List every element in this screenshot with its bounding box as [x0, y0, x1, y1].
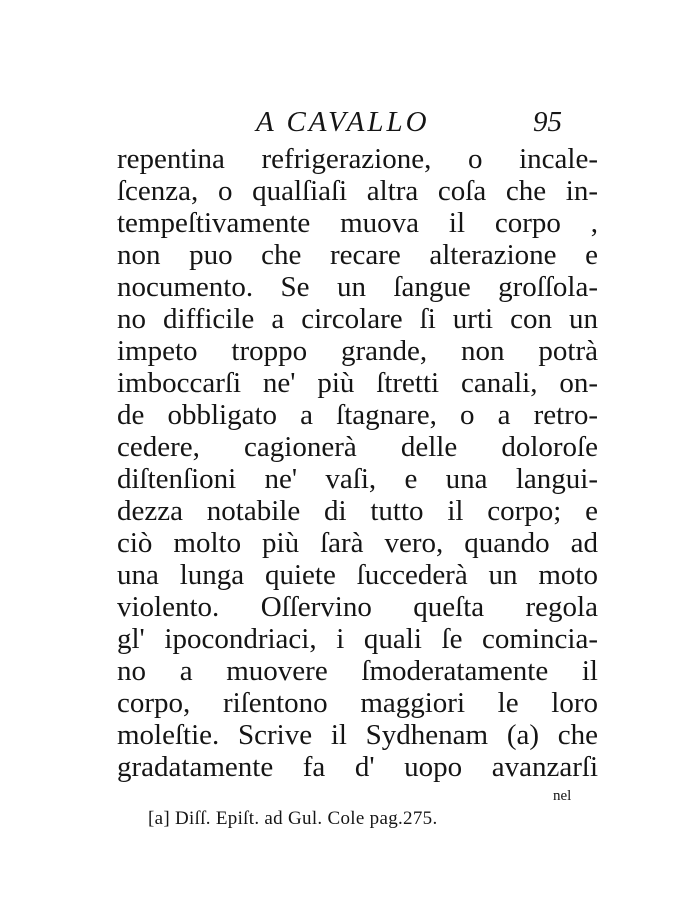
text-line: corpo, riſentono maggiori le loro	[117, 687, 598, 719]
text-line: cedere, cagionerà delle doloroſe	[117, 431, 598, 463]
text-line: violento. Oſſervino queſta regola	[117, 591, 598, 623]
running-title: A CAVALLO	[256, 106, 430, 138]
body-text	[117, 143, 598, 783]
text-line: gl' ipocondriaci, i quali ſe comincia-	[117, 623, 598, 655]
footnote: [a] Diſſ. Epiſt. ad Gul. Cole pag.275.	[148, 808, 438, 829]
page-header	[0, 104, 687, 140]
text-line: dezza notabile di tutto il corpo; e	[117, 495, 598, 527]
catchword: nel	[553, 788, 572, 804]
text-line: impeto troppo grande, non potrà	[117, 335, 598, 367]
text-line: no difficile a circolare ſi urti con un	[117, 303, 598, 335]
text-line: ſcenza, o qualſiaſi altra coſa che in-	[117, 175, 598, 207]
text-line: imboccarſi ne' più ſtretti canali, on-	[117, 367, 598, 399]
text-line: repentina refrigerazione, o incale-	[117, 143, 598, 175]
text-line: gradatamente fa d' uopo avanzarſi	[117, 751, 598, 783]
text-line: de obbligato a ſtagnare, o a retro-	[117, 399, 598, 431]
page-number: 95	[533, 106, 562, 138]
text-line: ciò molto più ſarà vero, quando ad	[117, 527, 598, 559]
text-line: non puo che recare alterazione e	[117, 239, 598, 271]
text-line: nocumento. Se un ſangue groſſola-	[117, 271, 598, 303]
text-line: diſtenſioni ne' vaſi, e una langui-	[117, 463, 598, 495]
text-line: tempeſtivamente muova il corpo ,	[117, 207, 598, 239]
text-line: no a muovere ſmoderatamente il	[117, 655, 598, 687]
text-line: una lunga quiete ſuccederà un moto	[117, 559, 598, 591]
text-line: moleſtie. Scrive il Sydhenam (a) che	[117, 719, 598, 751]
